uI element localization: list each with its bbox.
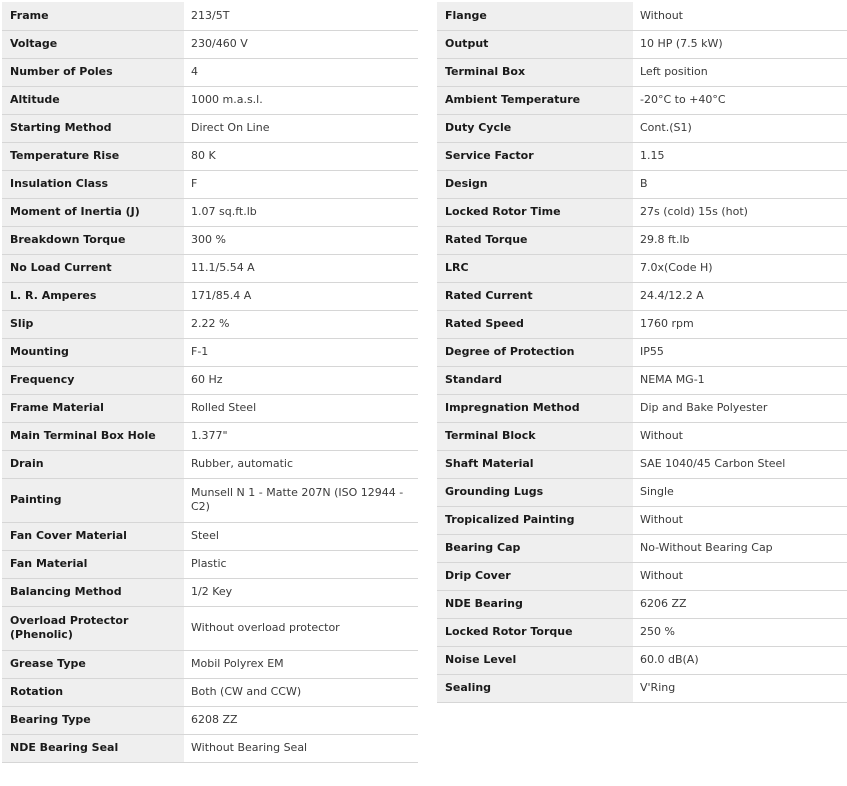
right-spec-table bbox=[437, 2, 847, 703]
spec-label: Standard bbox=[437, 366, 633, 394]
spec-label: Impregnation Method bbox=[437, 394, 633, 422]
spec-value: Both (CW and CCW) bbox=[184, 678, 418, 706]
spec-row-fan-material bbox=[2, 550, 418, 578]
spec-value: 213/5T bbox=[184, 2, 418, 30]
spec-value: 7.0x(Code H) bbox=[633, 254, 847, 282]
spec-value: 80 K bbox=[184, 142, 418, 170]
spec-value: 230/460 V bbox=[184, 30, 418, 58]
spec-label: Fan Material bbox=[2, 550, 184, 578]
spec-label: Rated Torque bbox=[437, 226, 633, 254]
spec-label: Altitude bbox=[2, 86, 184, 114]
spec-label: Service Factor bbox=[437, 142, 633, 170]
spec-value: 27s (cold) 15s (hot) bbox=[633, 198, 847, 226]
spec-label: Locked Rotor Time bbox=[437, 198, 633, 226]
spec-label: Number of Poles bbox=[2, 58, 184, 86]
spec-row-overload-protector-phenolic bbox=[2, 606, 418, 650]
spec-value: B bbox=[633, 170, 847, 198]
spec-value: 1.377" bbox=[184, 422, 418, 450]
spec-label: Locked Rotor Torque bbox=[437, 618, 633, 646]
spec-row-rated-speed bbox=[437, 310, 847, 338]
spec-row-terminal-box bbox=[437, 58, 847, 86]
spec-label: Tropicalized Painting bbox=[437, 506, 633, 534]
spec-value: 29.8 ft.lb bbox=[633, 226, 847, 254]
spec-row-standard bbox=[437, 366, 847, 394]
right-spec-body bbox=[437, 2, 847, 702]
spec-value: 60.0 dB(A) bbox=[633, 646, 847, 674]
spec-label: Starting Method bbox=[2, 114, 184, 142]
spec-row-slip bbox=[2, 310, 418, 338]
spec-label: Rated Speed bbox=[437, 310, 633, 338]
spec-row-tropicalized-painting bbox=[437, 506, 847, 534]
spec-value: Steel bbox=[184, 522, 418, 550]
spec-row-degree-of-protection bbox=[437, 338, 847, 366]
spec-label: Output bbox=[437, 30, 633, 58]
spec-label: L. R. Amperes bbox=[2, 282, 184, 310]
spec-label: Mounting bbox=[2, 338, 184, 366]
spec-row-main-terminal-box-hole bbox=[2, 422, 418, 450]
spec-row-bearing-type bbox=[2, 706, 418, 734]
spec-label: Shaft Material bbox=[437, 450, 633, 478]
spec-label: Drain bbox=[2, 450, 184, 478]
spec-row-l-r-amperes bbox=[2, 282, 418, 310]
spec-label: Duty Cycle bbox=[437, 114, 633, 142]
spec-value: F bbox=[184, 170, 418, 198]
spec-row-design bbox=[437, 170, 847, 198]
spec-label: Fan Cover Material bbox=[2, 522, 184, 550]
spec-row-nde-bearing-seal bbox=[2, 734, 418, 762]
spec-row-fan-cover-material bbox=[2, 522, 418, 550]
spec-label: Sealing bbox=[437, 674, 633, 702]
spec-label: Bearing Type bbox=[2, 706, 184, 734]
spec-value: 2.22 % bbox=[184, 310, 418, 338]
spec-value: 11.1/5.54 A bbox=[184, 254, 418, 282]
spec-row-locked-rotor-torque bbox=[437, 618, 847, 646]
spec-value: 250 % bbox=[633, 618, 847, 646]
spec-row-shaft-material bbox=[437, 450, 847, 478]
spec-row-sealing bbox=[437, 674, 847, 702]
spec-value: Without bbox=[633, 422, 847, 450]
spec-row-lrc bbox=[437, 254, 847, 282]
spec-row-noise-level bbox=[437, 646, 847, 674]
spec-row-insulation-class bbox=[2, 170, 418, 198]
spec-label: Ambient Temperature bbox=[437, 86, 633, 114]
spec-row-terminal-block bbox=[437, 422, 847, 450]
spec-label: Main Terminal Box Hole bbox=[2, 422, 184, 450]
spec-value: Direct On Line bbox=[184, 114, 418, 142]
spec-label: Overload Protector (Phenolic) bbox=[2, 606, 184, 650]
spec-label: NDE Bearing Seal bbox=[2, 734, 184, 762]
spec-label: Rated Current bbox=[437, 282, 633, 310]
spec-value: F-1 bbox=[184, 338, 418, 366]
spec-value: 24.4/12.2 A bbox=[633, 282, 847, 310]
spec-label: Insulation Class bbox=[2, 170, 184, 198]
spec-row-bearing-cap bbox=[437, 534, 847, 562]
spec-value: 60 Hz bbox=[184, 366, 418, 394]
spec-value: 1760 rpm bbox=[633, 310, 847, 338]
spec-label: Balancing Method bbox=[2, 578, 184, 606]
spec-value: Without bbox=[633, 562, 847, 590]
spec-label: Noise Level bbox=[437, 646, 633, 674]
spec-value: 171/85.4 A bbox=[184, 282, 418, 310]
spec-value: 1000 m.a.s.l. bbox=[184, 86, 418, 114]
spec-value: Rolled Steel bbox=[184, 394, 418, 422]
spec-label: Slip bbox=[2, 310, 184, 338]
spec-row-rotation bbox=[2, 678, 418, 706]
spec-row-balancing-method bbox=[2, 578, 418, 606]
spec-label: Terminal Box bbox=[437, 58, 633, 86]
spec-value: 6206 ZZ bbox=[633, 590, 847, 618]
spec-value: 4 bbox=[184, 58, 418, 86]
spec-row-drip-cover bbox=[437, 562, 847, 590]
spec-row-drain bbox=[2, 450, 418, 478]
spec-value: Without Bearing Seal bbox=[184, 734, 418, 762]
spec-row-rated-torque bbox=[437, 226, 847, 254]
spec-row-number-of-poles bbox=[2, 58, 418, 86]
spec-row-locked-rotor-time bbox=[437, 198, 847, 226]
spec-row-nde-bearing bbox=[437, 590, 847, 618]
spec-row-starting-method bbox=[2, 114, 418, 142]
spec-value: Dip and Bake Polyester bbox=[633, 394, 847, 422]
spec-value: Left position bbox=[633, 58, 847, 86]
spec-value: 1/2 Key bbox=[184, 578, 418, 606]
spec-row-painting bbox=[2, 478, 418, 522]
spec-row-flange bbox=[437, 2, 847, 30]
left-spec-body bbox=[2, 2, 418, 762]
spec-value: Cont.(S1) bbox=[633, 114, 847, 142]
spec-label: Drip Cover bbox=[437, 562, 633, 590]
spec-row-no-load-current bbox=[2, 254, 418, 282]
spec-label: No Load Current bbox=[2, 254, 184, 282]
spec-value: IP55 bbox=[633, 338, 847, 366]
spec-value: 300 % bbox=[184, 226, 418, 254]
left-spec-table bbox=[2, 2, 418, 763]
spec-label: Flange bbox=[437, 2, 633, 30]
spec-value: 1.07 sq.ft.lb bbox=[184, 198, 418, 226]
spec-label: Grounding Lugs bbox=[437, 478, 633, 506]
spec-label: Degree of Protection bbox=[437, 338, 633, 366]
spec-label: Frame bbox=[2, 2, 184, 30]
spec-value: SAE 1040/45 Carbon Steel bbox=[633, 450, 847, 478]
spec-label: Frequency bbox=[2, 366, 184, 394]
spec-label: Temperature Rise bbox=[2, 142, 184, 170]
spec-label: Breakdown Torque bbox=[2, 226, 184, 254]
spec-row-grounding-lugs bbox=[437, 478, 847, 506]
spec-label: NDE Bearing bbox=[437, 590, 633, 618]
spec-value: Rubber, automatic bbox=[184, 450, 418, 478]
spec-label: Frame Material bbox=[2, 394, 184, 422]
spec-row-frequency bbox=[2, 366, 418, 394]
spec-value: V'Ring bbox=[633, 674, 847, 702]
spec-label: Painting bbox=[2, 478, 184, 522]
spec-row-frame bbox=[2, 2, 418, 30]
spec-row-altitude bbox=[2, 86, 418, 114]
spec-label: Bearing Cap bbox=[437, 534, 633, 562]
spec-value: NEMA MG-1 bbox=[633, 366, 847, 394]
spec-value: 10 HP (7.5 kW) bbox=[633, 30, 847, 58]
spec-row-rated-current bbox=[437, 282, 847, 310]
spec-row-temperature-rise bbox=[2, 142, 418, 170]
spec-label: LRC bbox=[437, 254, 633, 282]
spec-label: Terminal Block bbox=[437, 422, 633, 450]
spec-row-ambient-temperature bbox=[437, 86, 847, 114]
spec-value: No-Without Bearing Cap bbox=[633, 534, 847, 562]
spec-row-frame-material bbox=[2, 394, 418, 422]
spec-value: 1.15 bbox=[633, 142, 847, 170]
spec-label: Voltage bbox=[2, 30, 184, 58]
spec-row-grease-type bbox=[2, 650, 418, 678]
spec-value: Single bbox=[633, 478, 847, 506]
spec-value: Without overload protector bbox=[184, 606, 418, 650]
spec-value: Plastic bbox=[184, 550, 418, 578]
spec-value: Without bbox=[633, 2, 847, 30]
spec-label: Moment of Inertia (J) bbox=[2, 198, 184, 226]
spec-row-duty-cycle bbox=[437, 114, 847, 142]
spec-value: Munsell N 1 - Matte 207N (ISO 12944 - C2) bbox=[184, 478, 418, 522]
spec-row-service-factor bbox=[437, 142, 847, 170]
spec-value: 6208 ZZ bbox=[184, 706, 418, 734]
spec-value: -20°C to +40°C bbox=[633, 86, 847, 114]
spec-row-mounting bbox=[2, 338, 418, 366]
spec-label: Rotation bbox=[2, 678, 184, 706]
spec-value: Without bbox=[633, 506, 847, 534]
spec-row-voltage bbox=[2, 30, 418, 58]
spec-row-moment-of-inertia-j bbox=[2, 198, 418, 226]
spec-label: Design bbox=[437, 170, 633, 198]
spec-value: Mobil Polyrex EM bbox=[184, 650, 418, 678]
spec-label: Grease Type bbox=[2, 650, 184, 678]
spec-row-output bbox=[437, 30, 847, 58]
spec-row-breakdown-torque bbox=[2, 226, 418, 254]
spec-row-impregnation-method bbox=[437, 394, 847, 422]
